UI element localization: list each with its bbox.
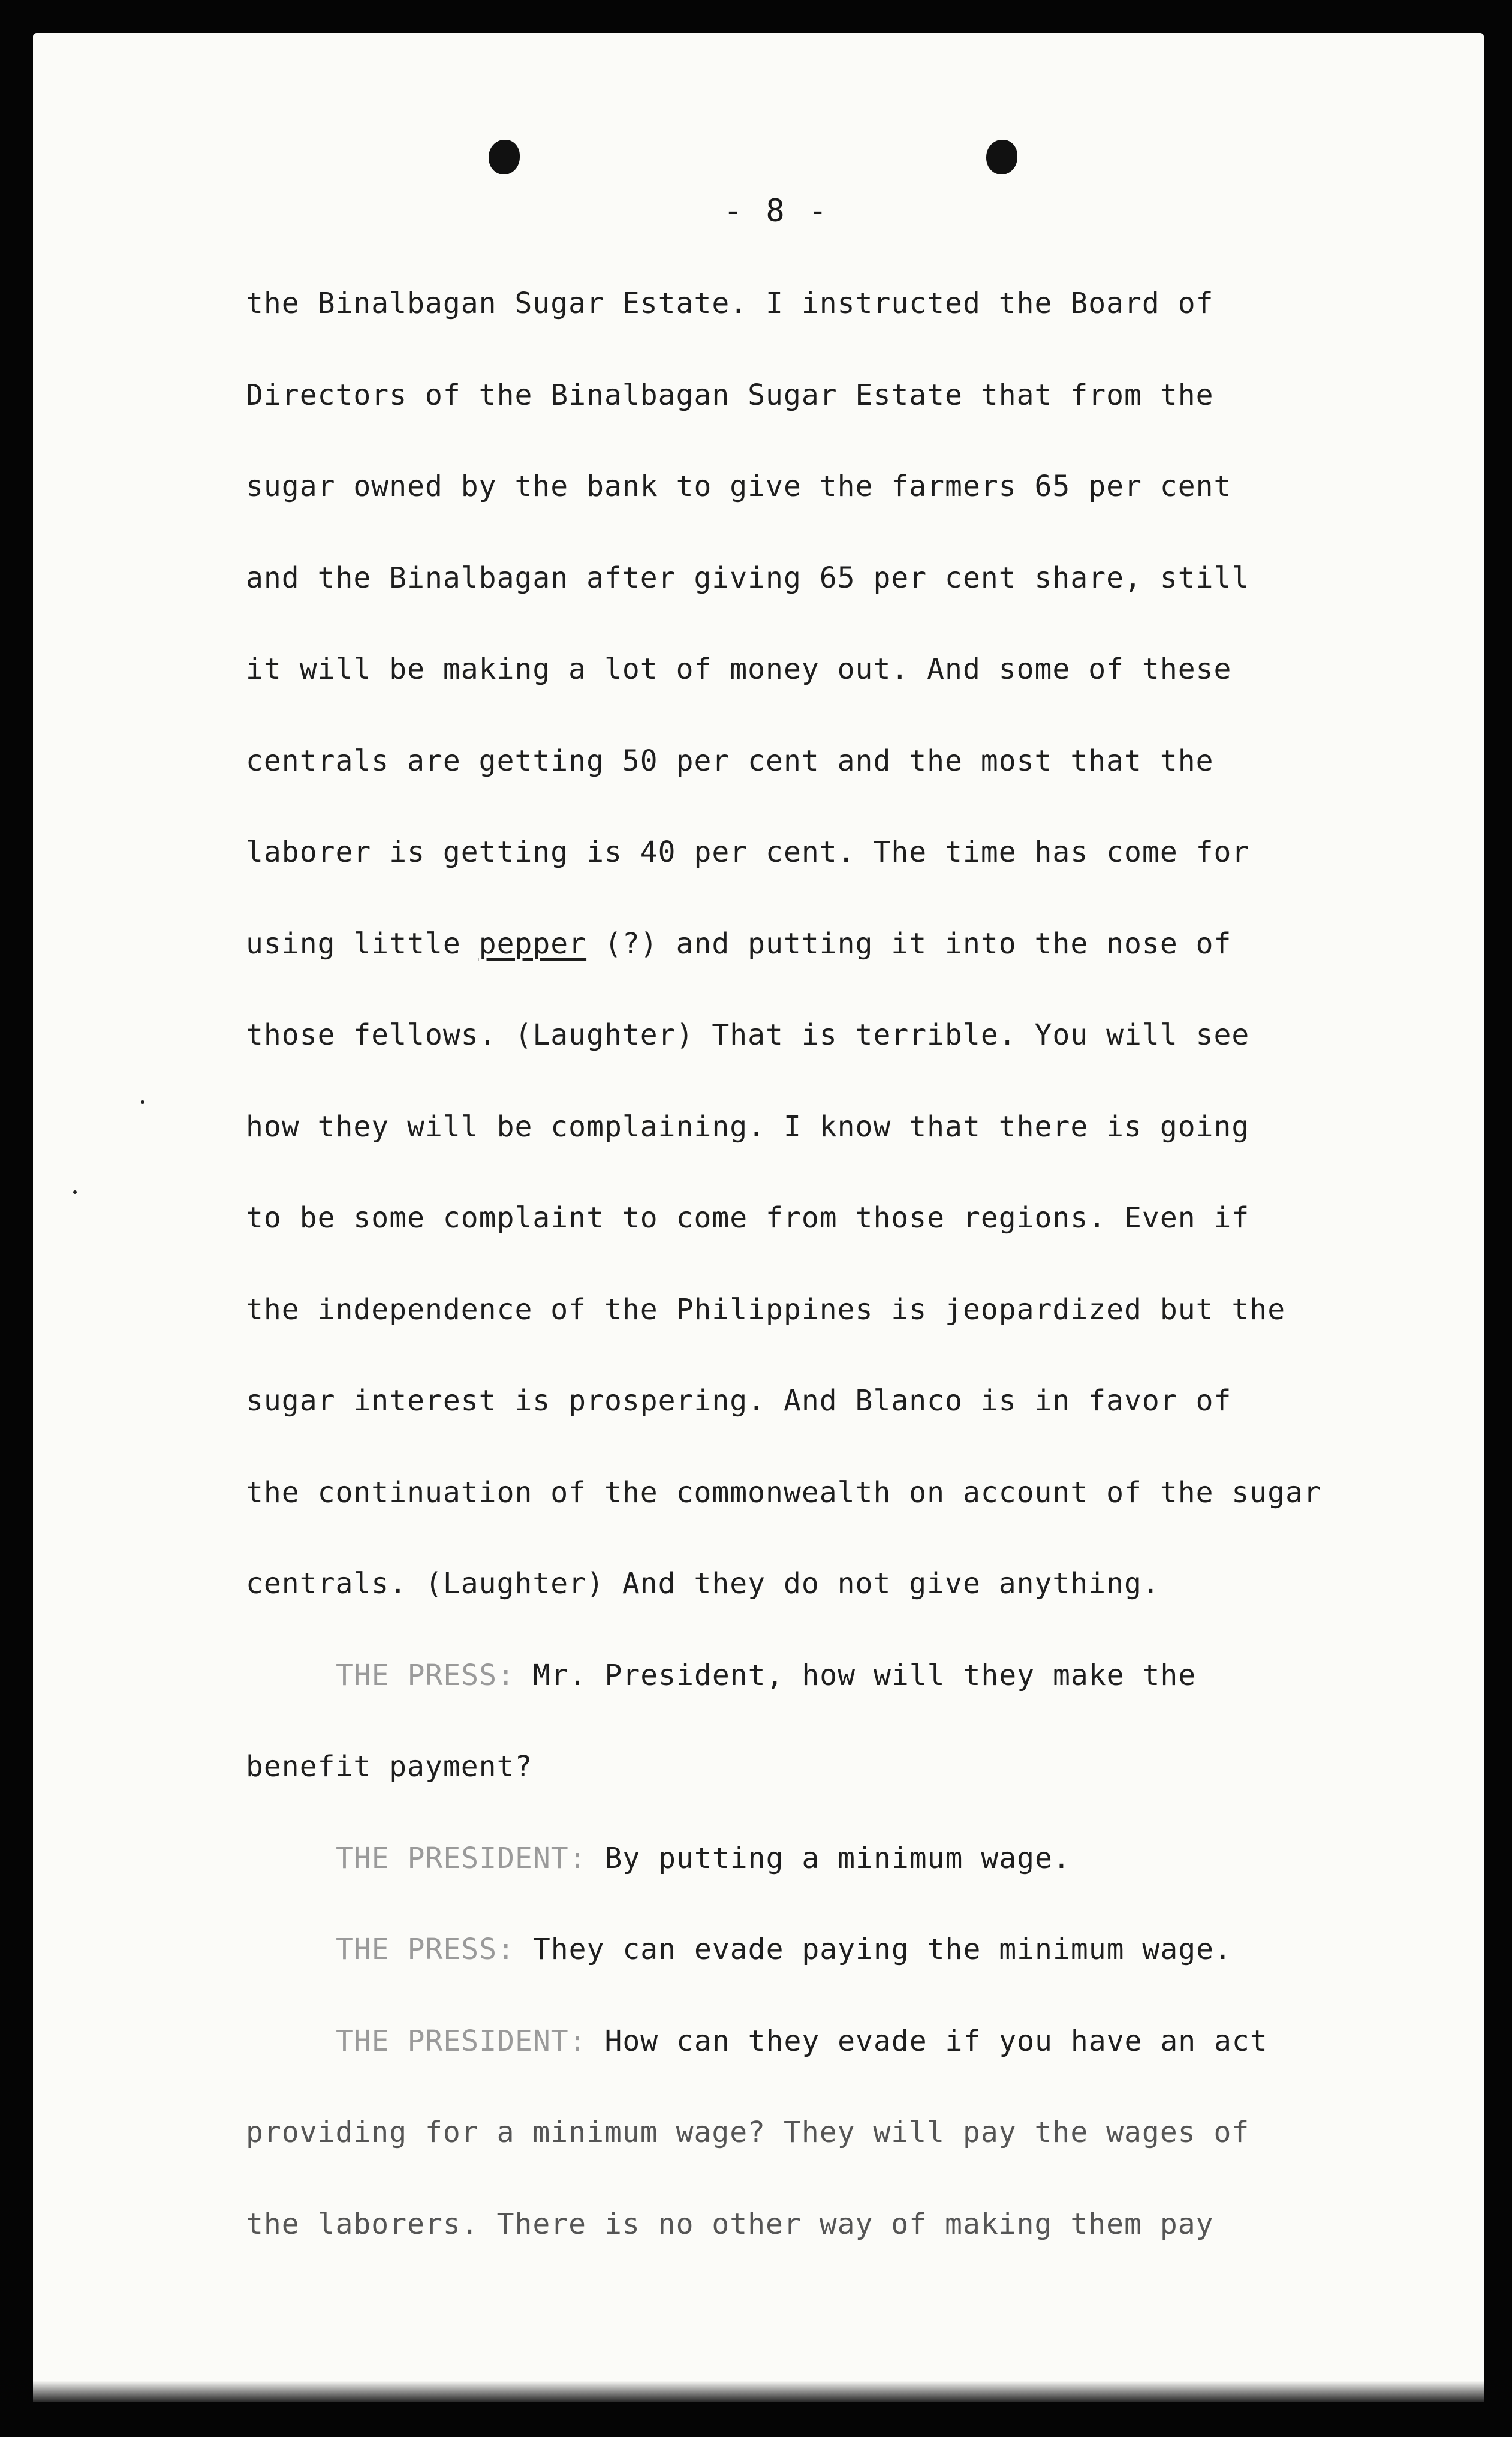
speech-text: Mr. President, how will they make the (514, 1658, 1197, 1692)
underlined-word: pepper (478, 926, 587, 961)
text-line (246, 2020, 1361, 2111)
text-line: providing for a minimum wage? They will pay the wages of (246, 2116, 1250, 2149)
text-line: centrals. (Laughter) And they do not give anything. (246, 1567, 1160, 1600)
text-line (246, 1837, 1361, 1928)
text-line (246, 1654, 1361, 1746)
speaker-label: THE PRESIDENT: (336, 1841, 587, 1875)
text-line: to be some complaint to come from those regions. Even if (246, 1201, 1250, 1235)
speech-text: They can evade paying the minimum wage. (514, 1933, 1232, 1966)
text-line: those fellows. (Laughter) That is terrible. You will see (246, 1018, 1250, 1052)
text-line: the Binalbagan Sugar Estate. I instructed the Board of (246, 287, 1214, 320)
text-line: sugar owned by the bank to give the farmers 65 per cent (246, 470, 1232, 503)
text-line: benefit payment? (246, 1750, 533, 1783)
text-fragment: (?) and putting it into the nose of (586, 926, 1232, 961)
text-line: how they will be complaining. I know that there is going (246, 1109, 1250, 1144)
speech-text: How can they evade if you have an act (586, 2024, 1268, 2058)
text-line (246, 1928, 1361, 2020)
speaker-label: THE PRESS: (336, 1658, 515, 1692)
text-line (246, 922, 1361, 1014)
speaker-label: THE PRESIDENT: (336, 2024, 587, 2058)
text-line: it will be making a lot of money out. And some of these (246, 652, 1232, 686)
text-line: and the Binalbagan after giving 65 per cent share, still (246, 561, 1250, 595)
punch-hole-left (489, 140, 520, 174)
text-line: the continuation of the commonwealth on account of the sugar (246, 1475, 1321, 1509)
page-number: - 8 - (723, 193, 830, 229)
text-line: the laborers. There is no other way of making them pay (246, 2207, 1214, 2241)
text-line: centrals are getting 50 per cent and the most that the (246, 744, 1214, 778)
text-line: laborer is getting is 40 per cent. The time has come for (246, 835, 1250, 869)
transcript-body (246, 282, 1361, 2294)
text-line: the independence of the Philippines is jeopardized but the (246, 1292, 1286, 1326)
speech-text: By putting a minimum wage. (586, 1841, 1071, 1875)
text-line: Directors of the Binalbagan Sugar Estate that from the (246, 378, 1214, 412)
page-bottom-edge (33, 2381, 1484, 2402)
dust-speck (73, 1190, 77, 1194)
punch-hole-right (986, 140, 1017, 174)
text-fragment: using little (246, 926, 479, 961)
text-line: sugar interest is prospering. And Blanco is in favor of (246, 1384, 1232, 1418)
speaker-label: THE PRESS: (336, 1933, 515, 1966)
dust-speck (141, 1100, 144, 1104)
